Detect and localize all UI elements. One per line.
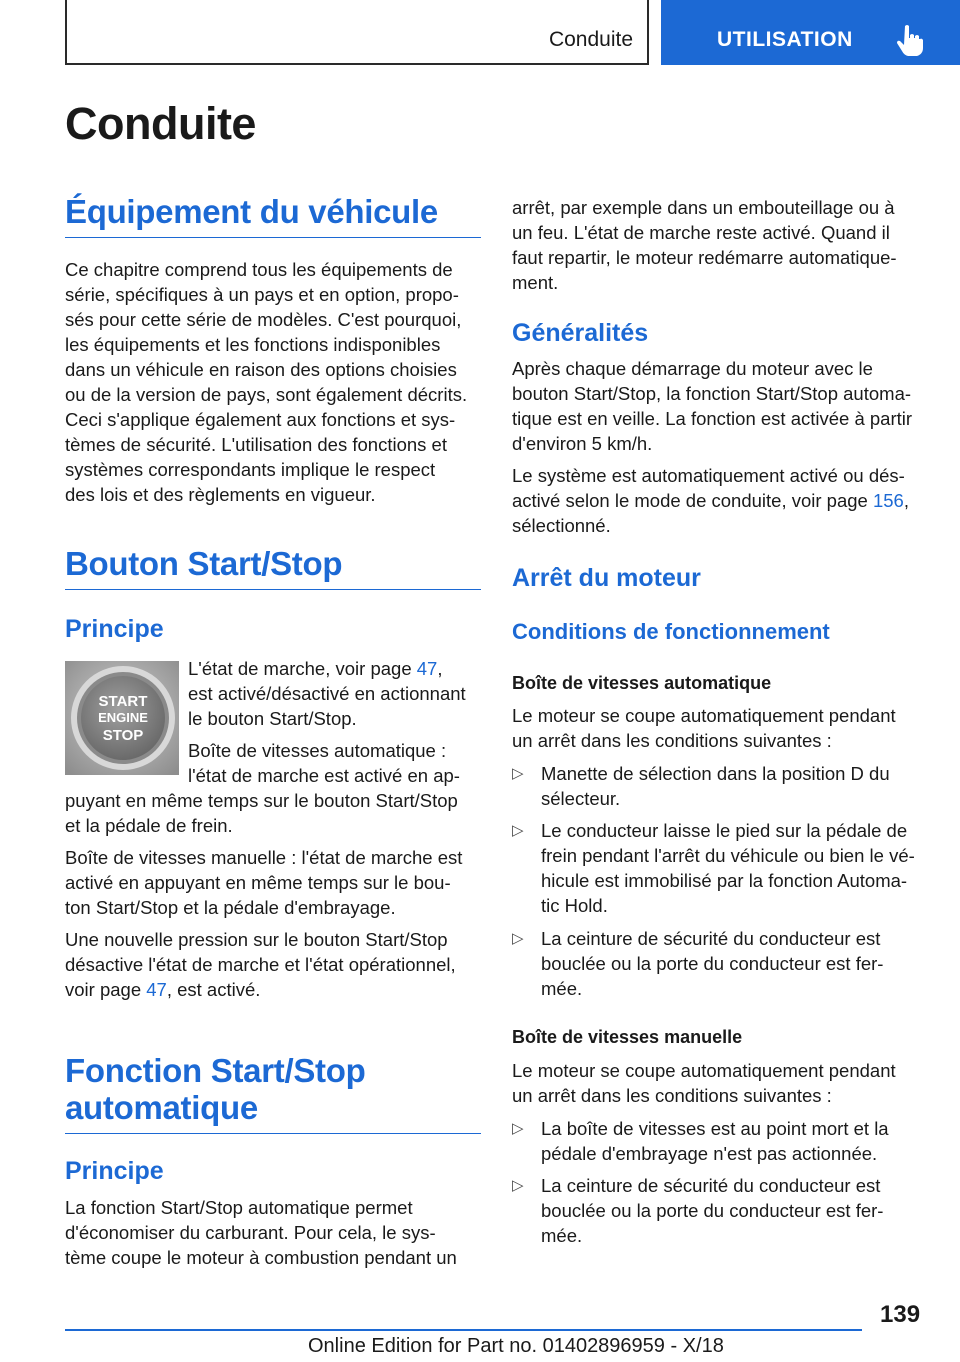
list-item-text [541, 818, 928, 918]
text-span: L'état de marche, voir page [188, 658, 417, 679]
text-line: hicule est immobilisé par la fonction Automa‐ [541, 870, 908, 891]
text-line: ton Start/Stop et la pédale d'embrayage. [65, 897, 396, 918]
header-section-label: Conduite [548, 28, 633, 51]
text-line: le bouton Start/Stop. [188, 708, 357, 729]
text-line: Une nouvelle pression sur le bouton Start/Stop [65, 929, 448, 950]
text-line [188, 656, 483, 681]
triangle-bullet-icon: ▷ [512, 765, 524, 782]
list-item [512, 1173, 928, 1248]
paragraph-automatique-rest [65, 788, 481, 838]
text-line: ou de la version de pays, sont également décrits. [65, 384, 468, 405]
text-line: mée. [541, 978, 583, 999]
text-line: La ceinture de sécurité du conducteur est [541, 1175, 881, 1196]
heading-principe-fonction: Principe [65, 1157, 164, 1185]
text-line: pédale d'embrayage n'est pas actionnée. [541, 1143, 878, 1164]
text-span: , [903, 490, 909, 511]
heading-boite-automatique: Boîte de vitesses automatique [512, 673, 772, 693]
pointing-hand-icon [897, 24, 923, 56]
text-line: Le moteur se coupe automatiquement pendant [512, 1060, 896, 1081]
text-line: Le système est automatiquement activé ou dés‐ [512, 465, 905, 486]
list-item-text [541, 926, 928, 1001]
page-link-156[interactable]: 156 [872, 490, 904, 511]
text-line: et la pédale de frein. [65, 815, 233, 836]
text-line: systèmes correspondants implique le respect [65, 459, 436, 480]
text-span: , est activé. [166, 979, 261, 1000]
text-line: puyant en même temps sur le bouton Start/Stop [65, 790, 458, 811]
paragraph-man-intro [512, 1058, 928, 1108]
text-span: activé selon le mode de conduite, voir page [512, 490, 873, 511]
triangle-bullet-icon: ▷ [512, 1120, 524, 1137]
heading-arret-moteur: Arrêt du moteur [512, 564, 701, 592]
text-line: tique est en veille. La fonction est activée à partir [512, 408, 913, 429]
text-line: Ceci s'applique également aux fonctions et sys‐ [65, 409, 456, 430]
heading-boite-manuelle: Boîte de vitesses manuelle [512, 1027, 743, 1047]
text-line: des lois et des règlements en vigueur. [65, 484, 376, 505]
text-line: Boîte de vitesses manuelle : l'état de marche est [65, 847, 463, 868]
heading-generalites: Généralités [512, 319, 649, 347]
heading-line: Fonction Start/Stop [65, 1052, 366, 1089]
list-item-text [541, 1173, 928, 1248]
text-span: , [437, 658, 443, 679]
page-link-47[interactable]: 47 [146, 979, 167, 1000]
paragraph-auto-intro [512, 703, 928, 753]
text-line: désactive l'état de marche et l'état opérationnel, [65, 954, 456, 975]
button-text-stop: STOP [102, 727, 144, 744]
text-line: sélectionné. [512, 515, 611, 536]
button-text-start: START [98, 693, 148, 710]
triangle-bullet-icon: ▷ [512, 822, 524, 839]
text-line: les équipements et les fonctions indisponibles [65, 334, 441, 355]
footer-edition [308, 1335, 724, 1358]
heading-line: automatique [65, 1088, 258, 1126]
text-line: tic Hold. [541, 895, 608, 916]
text-line: d'économiser du carburant. Pour cela, le sys‐ [65, 1222, 436, 1243]
text-line: bouton Start/Stop, la fonction Start/Stop automa‐ [512, 383, 912, 404]
text-line: sés pour cette série de modèles. C'est pourquoi, [65, 309, 462, 330]
text-line: La boîte de vitesses est au point mort et la [541, 1118, 889, 1139]
text-line: Manette de sélection dans la position D du [541, 763, 890, 784]
text-line: La ceinture de sécurité du conducteur est [541, 928, 881, 949]
text-line: sélecteur. [541, 788, 621, 809]
paragraph-nouvelle-pression [65, 927, 481, 1002]
paragraph-equipement [65, 257, 481, 507]
text-line: tèmes de sécurité. L'utilisation des fonctions et [65, 434, 447, 455]
triangle-bullet-icon: ▷ [512, 930, 524, 947]
page-title: Conduite [65, 98, 256, 149]
paragraph-generalites-2 [512, 463, 928, 538]
text-line: un feu. L'état de marche reste activé. Quand il [512, 222, 890, 243]
footer-rule [65, 1329, 862, 1331]
list-item-text [541, 761, 928, 811]
triangle-bullet-icon: ▷ [512, 1177, 524, 1194]
text-line: série, spécifiques à un pays et en option, propo‐ [65, 284, 459, 305]
list-item [512, 926, 928, 1001]
text-line: un arrêt dans les conditions suivantes : [512, 730, 832, 751]
text-line: un arrêt dans les conditions suivantes : [512, 1085, 832, 1106]
list-item [512, 818, 928, 918]
text-line [512, 488, 928, 513]
header-chapter-tab [661, 0, 960, 65]
text-line: bouclée ou la porte du conducteur est fer‐ [541, 1200, 884, 1221]
text-line: tème coupe le moteur à combustion pendant un [65, 1247, 457, 1268]
list-item-text [541, 1116, 928, 1166]
text-line: Après chaque démarrage du moteur avec le [512, 358, 873, 379]
paragraph-generalites-1 [512, 356, 928, 456]
heading-bouton-start-stop: Bouton Start/Stop [65, 546, 481, 590]
text-line: Ce chapitre comprend tous les équipements de [65, 259, 453, 280]
text-line: faut repartir, le moteur redémarre automatique‐ [512, 247, 897, 268]
paragraph-continuation [512, 195, 928, 295]
text-line: Le moteur se coupe automatiquement pendant [512, 705, 896, 726]
text-line [65, 977, 481, 1002]
text-line: dans un véhicule en raison des options choisies [65, 359, 457, 380]
text-line: est activé/désactivé en actionnant [188, 683, 466, 704]
text-line: La fonction Start/Stop automatique permet [65, 1197, 413, 1218]
list-item [512, 761, 928, 811]
text-line: bouclée ou la porte du conducteur est fer‐ [541, 953, 884, 974]
text-span: voir page [65, 979, 147, 1000]
text-line: l'état de marche est activé en ap‐ [188, 765, 460, 786]
text-line: mée. [541, 1225, 583, 1246]
button-text-engine: ENGINE [98, 710, 148, 725]
list-item [512, 1116, 928, 1166]
text-line: Boîte de vitesses automatique : [188, 740, 447, 761]
heading-fonction-start-stop [65, 1053, 481, 1134]
page-number: 139 [880, 1301, 921, 1328]
footer-edition-text: Online Edition for Part no. 01402896959 - X/18 [308, 1335, 724, 1357]
heading-equipement: Équipement du véhicule [65, 194, 481, 238]
text-line: arrêt, par exemple dans un embouteillage ou à [512, 197, 895, 218]
text-line: activé en appuyant en même temps sur le bou‐ [65, 872, 451, 893]
header-chapter-label: UTILISATION [717, 28, 853, 51]
paragraph-etat-marche [188, 656, 483, 731]
text-line: Le conducteur laisse le pied sur la pédale de [541, 820, 908, 841]
header-section-box [65, 0, 649, 65]
text-line: ment. [512, 272, 559, 293]
heading-conditions: Conditions de fonctionnement [512, 619, 830, 644]
text-line: frein pendant l'arrêt du véhicule ou bien le vé‐ [541, 845, 915, 866]
paragraph-manuelle [65, 845, 481, 920]
paragraph-fonction-principe [65, 1195, 481, 1270]
text-line: d'environ 5 km/h. [512, 433, 653, 454]
heading-principe-bouton: Principe [65, 615, 164, 643]
paragraph-automatique-intro [188, 738, 483, 788]
page-link-47[interactable]: 47 [416, 658, 438, 679]
start-engine-stop-button-image [65, 661, 179, 775]
